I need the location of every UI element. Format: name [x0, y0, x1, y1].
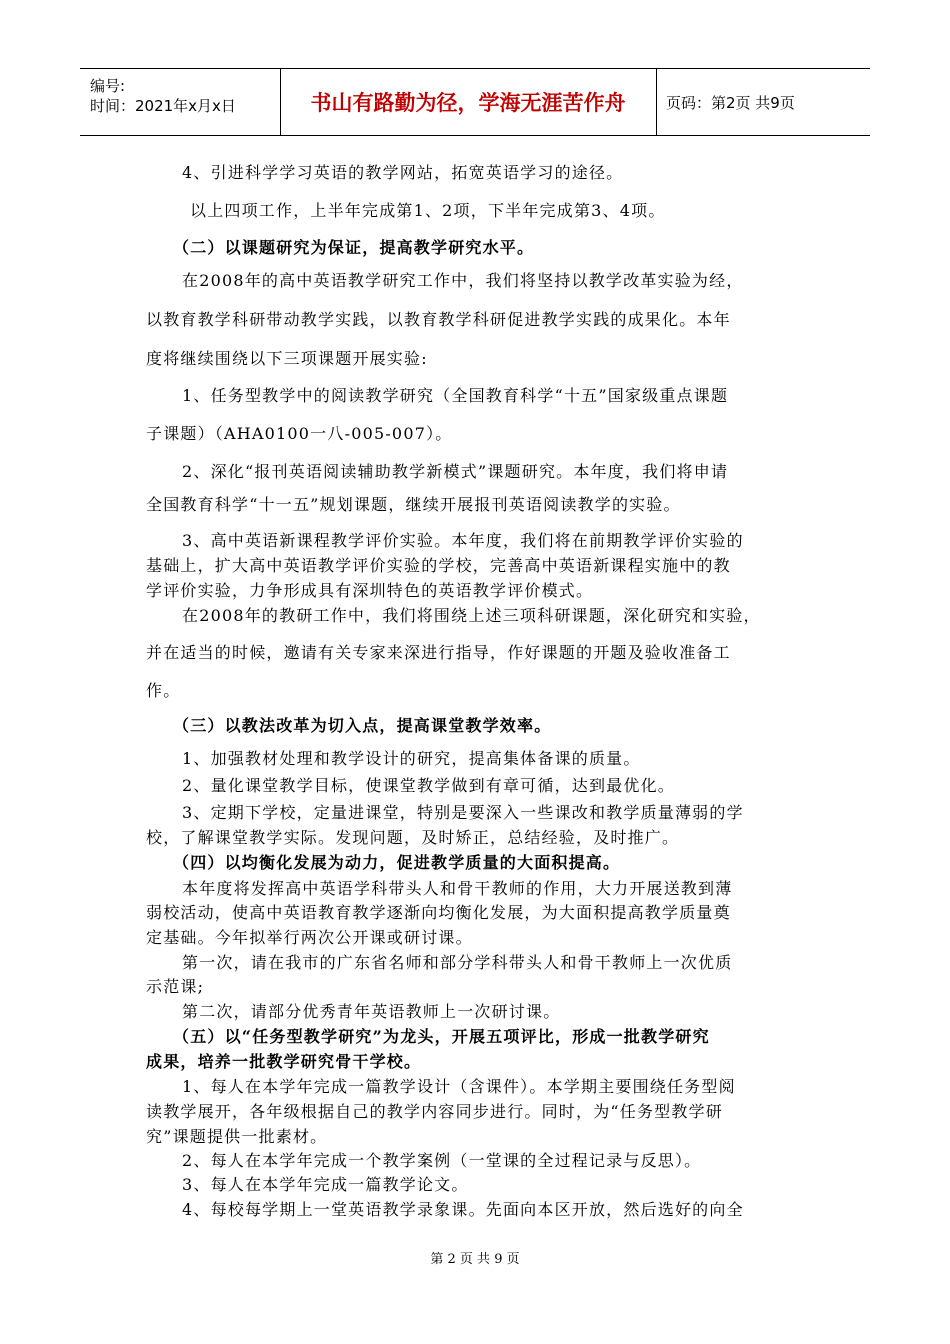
body-line: 在2008年的高中英语教学研究工作中，我们将坚持以教学改革实验为经，: [182, 271, 744, 290]
body-line: 学评价实验，力争形成具有深圳特色的英语教学评价模式。: [146, 581, 594, 600]
body-line: 并在适当的时候，邀请有关专家来深进行指导，作好课题的开题及验收准备工: [146, 643, 731, 662]
body-line: 读教学展开，各年级根据自己的教学内容同步进行。同时，为“任务型教学研: [146, 1102, 723, 1121]
body-line: 2、每人在本学年完成一个教学案例（一堂课的全过程记录与反思）。: [182, 1151, 702, 1170]
page-header: [80, 68, 870, 136]
body-line: 示范课;: [146, 977, 205, 996]
body-line: 4、引进科学学习英语的教学网站，拓宽英语学习的途径。: [182, 163, 624, 182]
body-line: 3、定期下学校，定量进课堂，特别是要深入一些课改和教学质量薄弱的学: [182, 803, 744, 822]
body-line: 1、每人在本学年完成一篇教学设计（含课件）。本学期主要围绕任务型阅: [182, 1077, 736, 1096]
body-line: 度将继续围绕以下三项课题开展实验:: [146, 349, 428, 368]
page-info-text: 页码：第2页 共9页: [666, 93, 795, 112]
body-line: 以教育教学科研带动教学实践，以教育教学科研促进教学实践的成果化。本年: [146, 310, 731, 329]
body-line: 3、高中英语新课程教学评价实验。本年度，我们将在前期教学评价实验的: [182, 531, 744, 550]
body-line: 全国教育科学“十一五”规划课题，继续开展报刊英语阅读教学的实验。: [146, 495, 681, 514]
section-heading-4: （四）以均衡化发展为动力，促进教学质量的大面积提高。: [173, 853, 621, 872]
body-line: 第二次，请部分优秀青年英语教师上一次研讨课。: [182, 1002, 561, 1021]
body-line: 在2008年的教研工作中，我们将围绕上述三项科研课题，深化研究和实验，: [182, 606, 761, 625]
body-line: 子课题）（AHA0100一八-005-007）。: [146, 424, 453, 443]
section-heading-5-cont: 成果，培养一批教学研究骨干学校。: [146, 1052, 422, 1071]
header-meta: [80, 69, 281, 135]
number-label: 编号:: [90, 77, 126, 95]
section-heading-5: （五）以“任务型教学研究”为龙头，开展五项评比，形成一批教学研究: [173, 1027, 710, 1046]
body-line: 基础上，扩大高中英语教学评价实验的学校，完善高中英语新课程实施中的教: [146, 556, 731, 575]
body-line: 定基础。今年拟举行两次公开课或研讨课。: [146, 928, 473, 947]
section-heading-3: （三）以教法改革为切入点，提高课堂教学效率。: [173, 716, 552, 735]
body-line: 2、量化课堂教学目标，使课堂教学做到有章可循，达到最优化。: [182, 776, 675, 795]
page-footer: 第 2 页 共 9 页: [430, 1252, 520, 1267]
body-line: 究”课题提供一批素材。: [146, 1127, 328, 1146]
header-motto: 书山有路勤为径，学海无涯苦作舟: [280, 69, 657, 135]
body-line: 校，了解课堂教学实际。发现问题，及时矫正，总结经验，及时推广。: [146, 828, 680, 847]
section-heading-2: （二）以课题研究为保证，提高教学研究水平。: [173, 238, 535, 257]
body-line: 第一次，请在我市的广东省名师和部分学科带头人和骨干教师上一次优质: [182, 953, 733, 972]
header-page-info: [666, 69, 870, 135]
time-label: 时间：2021年x月x日: [90, 97, 236, 115]
body-line: 作。: [146, 681, 181, 700]
body-line: 以上四项工作，上半年完成第1、2项，下半年完成第3、4项。: [190, 201, 666, 220]
body-line: 3、每人在本学年完成一篇教学论文。: [182, 1175, 469, 1194]
body-line: 1、任务型教学中的阅读教学研究（全国教育科学“十五”国家级重点课题: [182, 386, 729, 405]
body-line: 4、每校每学期上一堂英语教学录象课。先面向本区开放，然后选好的向全: [182, 1200, 744, 1219]
body-line: 本年度将发挥高中英语学科带头人和骨干教师的作用，大力开展送教到薄: [182, 879, 733, 898]
body-line: 弱校活动，使高中英语教育教学逐渐向均衡化发展，为大面积提高教学质量奠: [146, 903, 731, 922]
body-line: 1、加强教材处理和教学设计的研究，提高集体备课的质量。: [182, 749, 641, 768]
body-line: 2、深化“报刊英语阅读辅助教学新模式”课题研究。本年度，我们将申请: [182, 462, 729, 481]
